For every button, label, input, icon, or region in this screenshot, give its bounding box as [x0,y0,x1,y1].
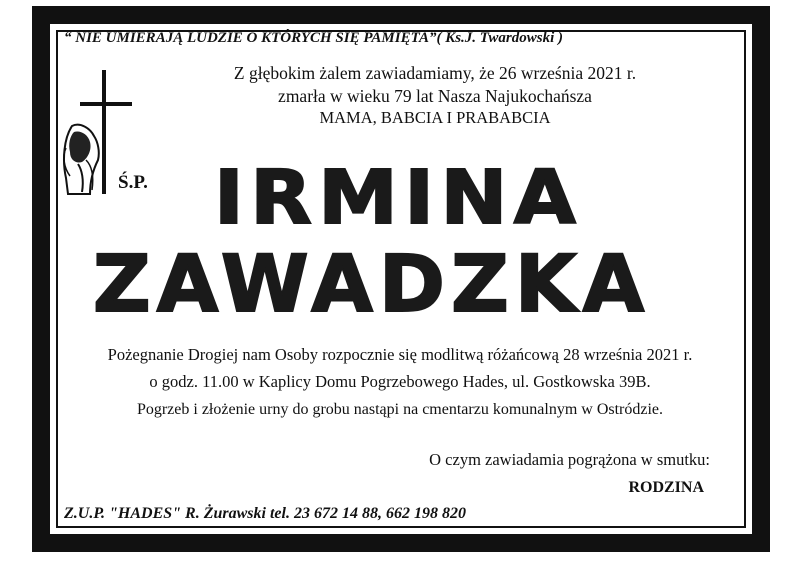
prefix-sp: Ś.P. [118,172,148,193]
funeral-home-footer: Z.U.P. "HADES" R. Żurawski tel. 23 672 14 88, 662 198 820 [64,505,466,522]
closing-text: O czym zawiadamia pogrążona w smutku: [429,450,710,469]
burial-line: Pogrzeb i złożenie urny do grobu nastąpi na cmentarzu komunalnym w Ostródzie. [136,401,664,418]
family-signature: RODZINA [628,479,704,496]
deceased-first-name: IRMINA [214,155,583,241]
ceremony-line-2: o godz. 11.00 w Kaplicy Domu Pogrzebowego Hades, ul. Gostkowska 39B. [149,372,651,391]
ceremony-line-1: Pożegnanie Drogiej nam Osoby rozpocznie się modlitwą różańcową 28 września 2021 r. [107,345,693,364]
motto-quote: “ NIE UMIERAJĄ LUDZIE O KTÓRYCH SIĘ PAMIĘTA”( Ks.J. Twardowski ) [64,30,563,46]
announcement-line-2: zmarła w wieku 79 lat Nasza Najukochańsza [278,86,592,106]
announcement-line-1: Z głębokim żalem zawiadamiamy, że 26 września 2021 r. [233,63,637,83]
announcement-relations: MAMA, BABCIA I PRABABCIA [319,108,551,127]
deceased-last-name: ZAWADZKA [93,240,651,330]
